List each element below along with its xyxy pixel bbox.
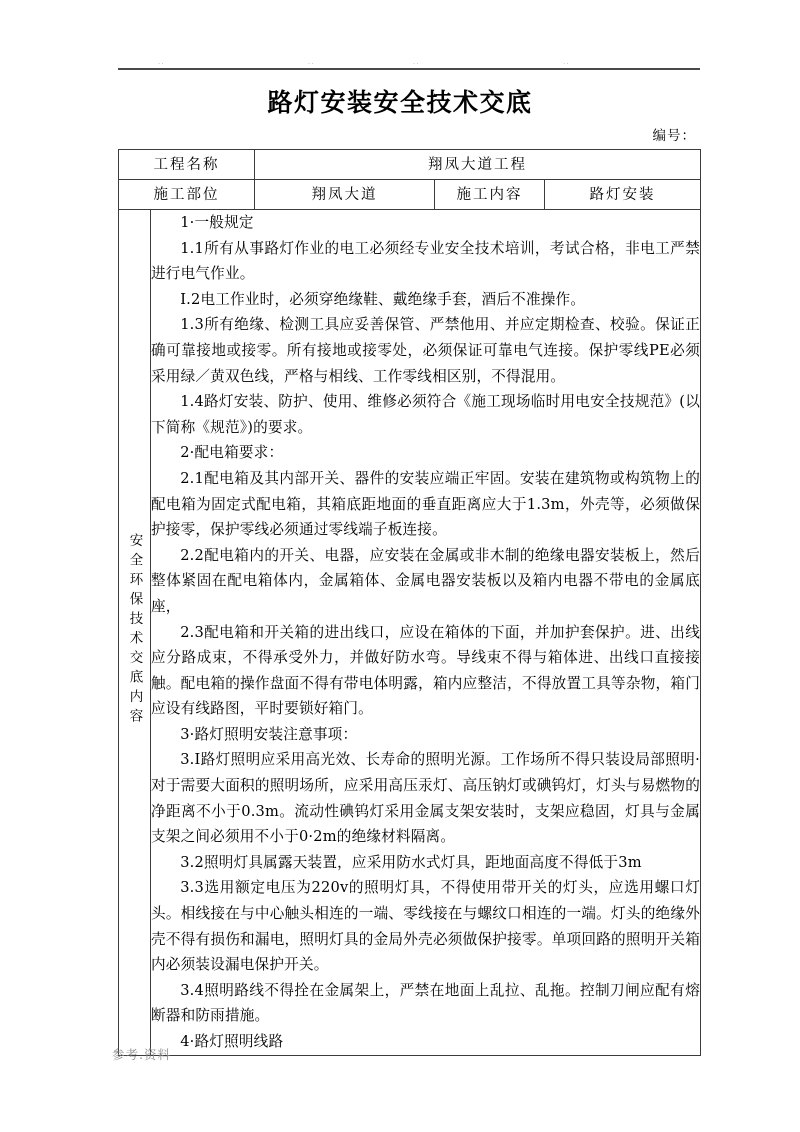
content-paragraph: 1.3所有绝缘、检测工具应妥善保管、严禁他用、并应定期检查、校验。保证正确可靠接地或接零。所有接地或接零处，必须保证可靠电气连接。保护零线PE必须采用绿／黄双色线，严格与相线、工作零线相区别，不得混用。 (151, 316, 701, 385)
construction-content-value: 路灯安装 (545, 180, 701, 210)
technical-disclosure-table (118, 149, 701, 1056)
serial-number-label: 编号： (652, 128, 696, 144)
project-name-label: 工程名称 (119, 150, 255, 180)
content-paragraph: 4·路灯照明线路 (180, 1033, 284, 1050)
content-paragraph: 3.4照明路线不得拴在金属架上，严禁在地面上乱拉、乱拖。控制刀闸应配有熔断器和防雨措施。 (151, 981, 701, 1025)
content-paragraph: 1·一般规定 (180, 214, 254, 231)
footer-watermark-text: 参考.资料 (112, 1047, 171, 1062)
content-paragraph: 1.4路灯安装、防护、使用、维修必须符合《施工现场临时用电安全技规范》(以下简称《规范》)的要求。 (151, 393, 701, 436)
page-header-rule (118, 58, 700, 72)
disclosure-content-cell (151, 210, 701, 1056)
table-row-project-name (119, 150, 701, 180)
construction-part-label: 施工部位 (119, 180, 255, 210)
project-name-value: 翔凤大道工程 (255, 150, 701, 180)
content-paragraph: 3.2照明灯具属露天装置，应采用防水式灯具，距地面高度不得低于3m (180, 853, 642, 871)
side-label-cell (119, 210, 151, 1056)
content-paragraph: I.2电工作业时，必须穿绝缘鞋、戴绝缘手套，酒后不准操作。 (180, 290, 586, 308)
content-paragraph: 3.3选用额定电压为220v的照明灯具，不得使用带开关的灯头，应选用螺口灯头。相线接在与中心触头相连的一端、零线接在与螺纹口相连的一端。灯头的绝缘外壳不得有损伤和漏电，照明灯具的金局外壳必须做保护接零。单项回路的照明开关箱内必须装设漏电保护开关。 (151, 879, 701, 974)
header-tick-mark-1: .. (158, 58, 165, 66)
header-tick-mark-3: .. (413, 58, 420, 66)
page-title: 路灯安装安全技术交底 (267, 88, 533, 117)
content-paragraph: 2.2配电箱内的开关、电器，应安装在金属或非木制的绝缘电器安装板上，然后整体紧固在配电箱体内，金属箱体、金属电器安装板以及箱内电器不带电的金属底座， (151, 546, 701, 615)
header-tick-mark-4: .. (563, 58, 570, 66)
content-paragraph: 1.1所有从事路灯作业的电工必须经专业安全技术培训，考试合格，非电工严禁进行电气作业。 (151, 239, 701, 283)
table-row-construction-part (119, 180, 701, 210)
construction-content-label: 施工内容 (435, 180, 545, 210)
construction-part-value: 翔凤大道 (255, 180, 435, 210)
table-row-disclosure-content (119, 210, 701, 1056)
disclosure-content-body (151, 210, 700, 1055)
content-paragraph: 3·路灯照明安装注意事项： (180, 725, 358, 743)
header-divider (118, 68, 700, 70)
content-paragraph: 2·配电箱要求： (180, 444, 284, 462)
content-paragraph: 2.3配电箱和开关箱的进出线口，应设在箱体的下面，并加护套保护。进、出线应分路成束，不得承受外力，并做好防水弯。导线束不得与箱体进、出线口直接接触。配电箱的操作盘面不得有带电体明露，箱内应整洁，不得放置工具等杂物，箱门应设有线路图，平时要锁好箱门。 (151, 623, 701, 718)
content-paragraph: 2.1配电箱及其内部开关、器件的安装应端正牢固。安装在建筑物或构筑物上的配电箱为固定式配电箱，其箱底距地面的垂直距离应大于1.3m，外壳等，必须做保护接零，保护零线必须通过零线端子板连接。 (151, 469, 701, 539)
content-paragraph: 3.I路灯照明应采用高光效、长寿命的照明光源。工作场所不得只装设局部照明·对于需要大面积的照明场所，应采用高压汞灯、高压钠灯或碘钨灯，灯头与易燃物的净距离不小于0.3m。流动性碘钨灯采用金属支架安装时，支架应稳固，灯具与金属支架之间必须用不小于0·2m的绝缘材料隔离。 (151, 751, 701, 846)
header-tick-mark-2: .. (308, 58, 315, 66)
side-label-text: 安全环保技术交底内容 (126, 532, 143, 728)
